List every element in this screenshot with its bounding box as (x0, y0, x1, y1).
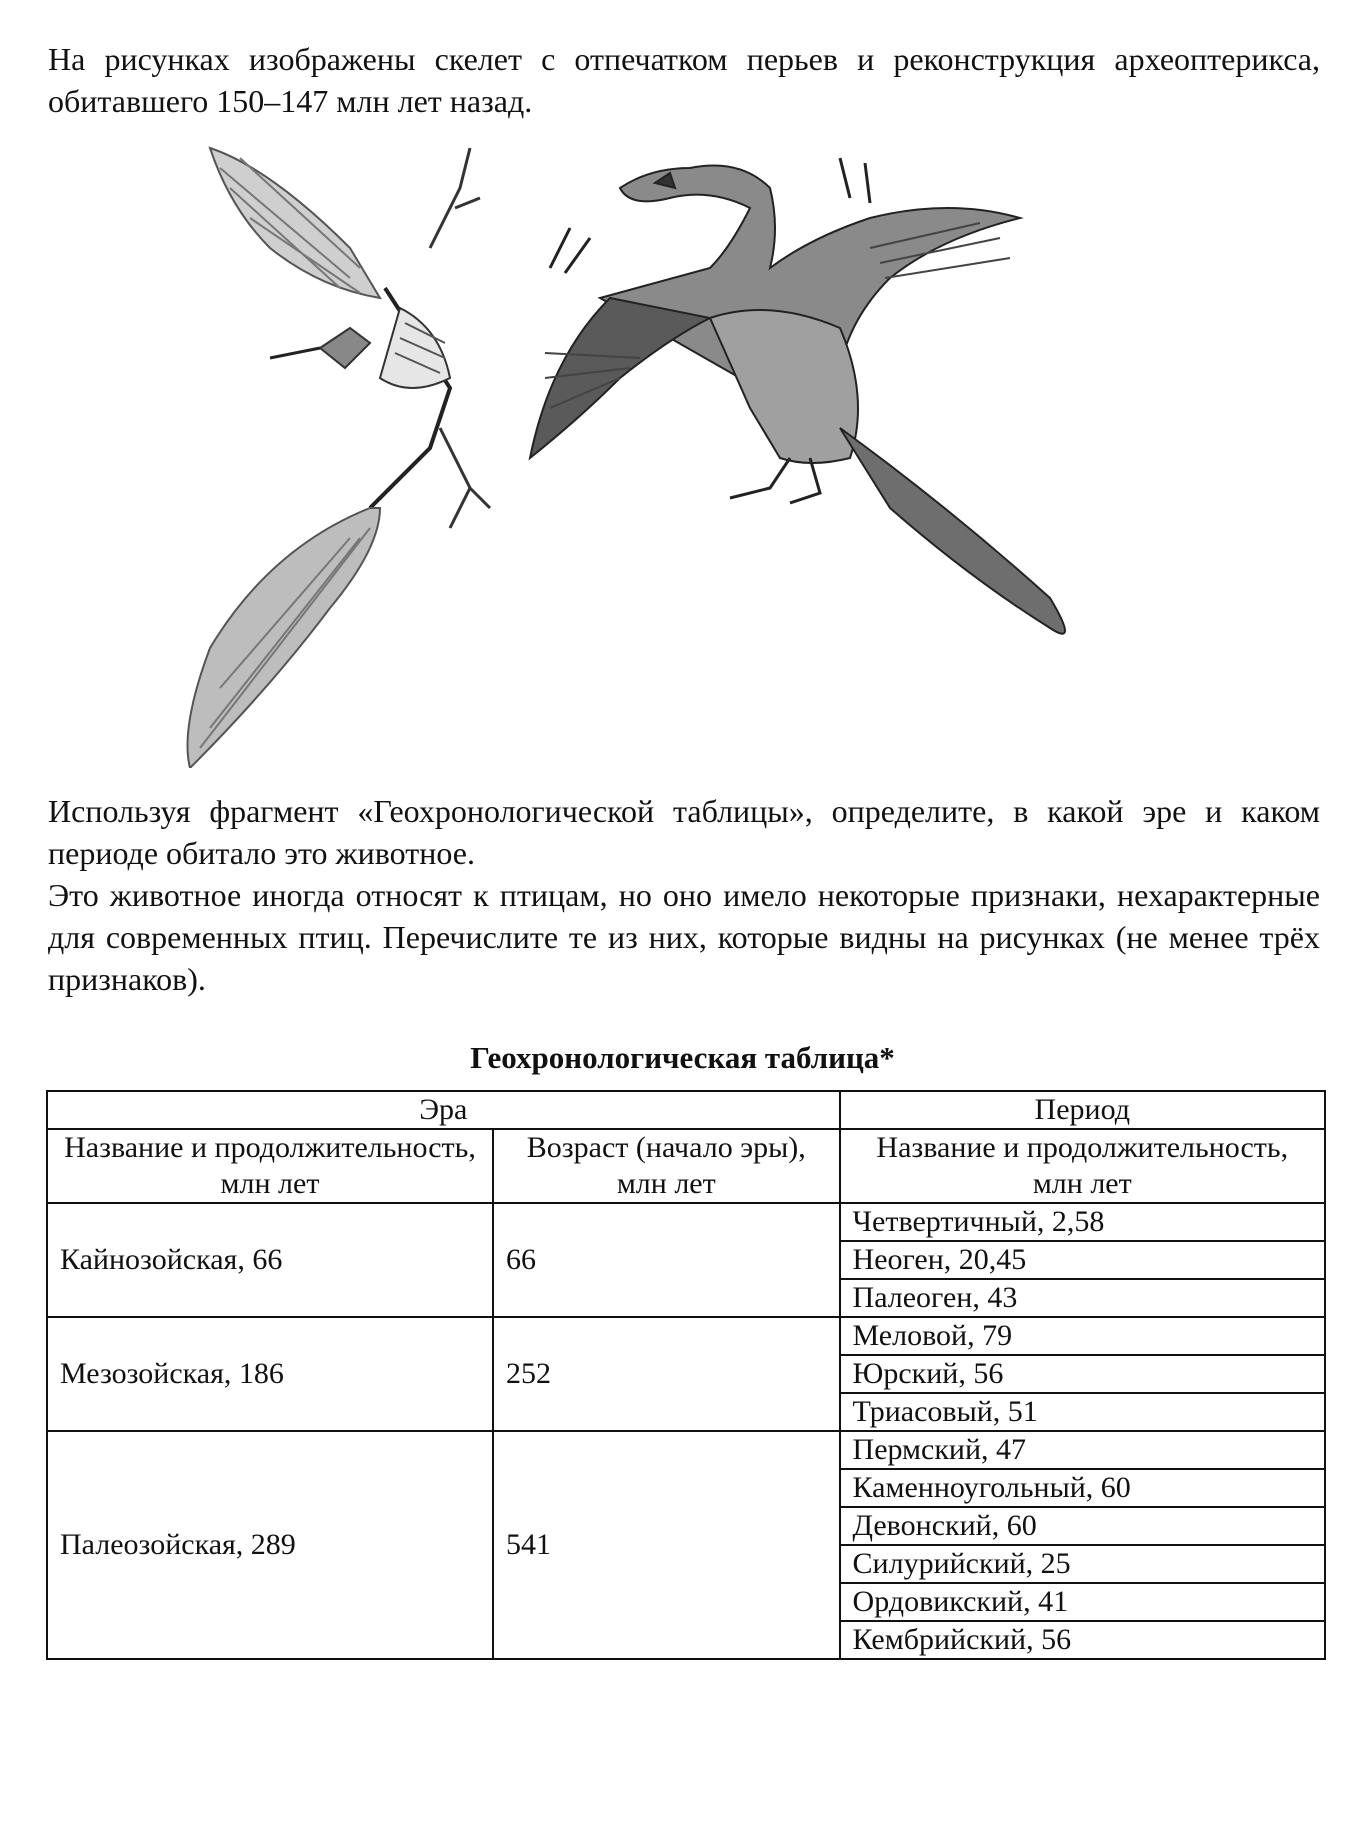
period-cell: Неоген, 20,45 (840, 1241, 1325, 1279)
era-name-cell: Палеозойская, 289 (47, 1431, 493, 1659)
era-age-cell: 541 (493, 1431, 840, 1659)
era-header: Эра (47, 1091, 840, 1129)
question-line-1: Используя фрагмент «Геохронологической таблицы», определите, в какой эре и каком периоде обитало это животное. (48, 793, 1320, 871)
period-cell: Девонский, 60 (840, 1507, 1325, 1545)
table-row (47, 1431, 1325, 1469)
era-name-cell: Кайнозойская, 66 (47, 1203, 493, 1317)
period-header: Период (840, 1091, 1325, 1129)
period-cell: Меловой, 79 (840, 1317, 1325, 1355)
table-row (47, 1317, 1325, 1355)
period-cell: Силурийский, 25 (840, 1545, 1325, 1583)
geochronological-table (46, 1090, 1326, 1660)
period-cell: Пермский, 47 (840, 1431, 1325, 1469)
era-name-cell: Мезозойская, 186 (47, 1317, 493, 1431)
table-title: Геохронологическая таблица* (470, 1040, 895, 1075)
archaeopteryx-reconstruction-illustration (530, 158, 1065, 634)
fossil-skeleton-illustration (188, 148, 491, 768)
era-age-cell: 66 (493, 1203, 840, 1317)
period-cell: Палеоген, 43 (840, 1279, 1325, 1317)
period-cell: Триасовый, 51 (840, 1393, 1325, 1431)
question-text (48, 790, 1320, 1000)
intro-paragraph: На рисунках изображены скелет с отпечатком перьев и реконструкция археоптерикса, обитавшего 150–147 млн лет назад. (48, 41, 1320, 119)
period-cell: Кембрийский, 56 (840, 1621, 1325, 1659)
period-cell: Каменноугольный, 60 (840, 1469, 1325, 1507)
era-name-column-header: Название и продолжительность, млн лет (47, 1129, 493, 1203)
period-cell: Четвертичный, 2,58 (840, 1203, 1325, 1241)
period-name-column-header: Название и продолжительность, млн лет (840, 1129, 1325, 1203)
period-cell: Юрский, 56 (840, 1355, 1325, 1393)
era-age-column-header: Возраст (начало эры), млн лет (493, 1129, 840, 1203)
era-age-cell: 252 (493, 1317, 840, 1431)
table-row (47, 1203, 1325, 1241)
period-cell: Ордовикский, 41 (840, 1583, 1325, 1621)
archaeopteryx-figures (150, 128, 1220, 768)
question-line-2: Это животное иногда относят к птицам, но оно имело некоторые признаки, нехарактерные для современных птиц. Перечислите те из них, которые видны на рисунках (не менее трёх признаков). (48, 877, 1320, 997)
